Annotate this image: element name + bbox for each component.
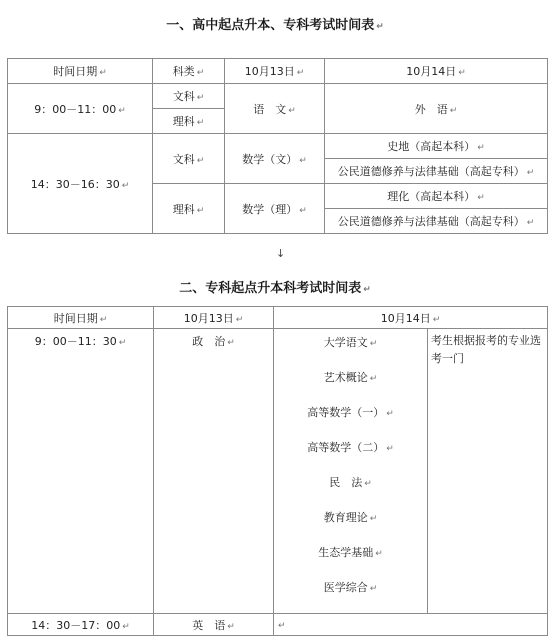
category-li: 理科 ↵ bbox=[153, 109, 225, 134]
afternoon-day1-wen: 数学（文） ↵ bbox=[225, 134, 325, 184]
afternoon-day2-li-b: 公民道德修养与法律基础（高起专科） ↵ bbox=[325, 209, 548, 234]
morning-time: 9：00－11：00 ↵ bbox=[8, 84, 153, 134]
subject-item: 高等数学（一） ↵ bbox=[307, 406, 394, 419]
subject-item: 民 法 ↵ bbox=[329, 476, 372, 489]
afternoon-time: 14：30－16：30 ↵ bbox=[8, 134, 153, 234]
t2-note: 考生根据报考的专业选考一门 bbox=[428, 329, 548, 614]
afternoon-day1-li: 数学（理） ↵ bbox=[225, 184, 325, 234]
category-wen: 文科 ↵ bbox=[153, 84, 225, 109]
section2-title: 二、专科起点升本科考试时间表 ↵ bbox=[179, 281, 371, 296]
afternoon-day2-wen-a: 史地（高起本科） ↵ bbox=[325, 134, 548, 159]
subject-item: 大学语文 ↵ bbox=[323, 336, 378, 349]
t2-subject-list bbox=[274, 329, 428, 614]
subject-item: 艺术概论 ↵ bbox=[323, 371, 378, 384]
subject-item: 高等数学（二） ↵ bbox=[307, 441, 394, 454]
afternoon-day2-li-a: 理化（高起本科） ↵ bbox=[325, 184, 548, 209]
t2-header-day2: 10月14日 ↵ bbox=[274, 307, 548, 329]
afternoon-category-wen: 文科 ↵ bbox=[153, 134, 225, 184]
header-day1: 10月13日 ↵ bbox=[225, 59, 325, 84]
schedule-table-2 bbox=[7, 306, 548, 636]
subject-item: 医学综合 ↵ bbox=[323, 581, 378, 594]
subject-item: 生态学基础 ↵ bbox=[318, 546, 383, 559]
morning-day2-subject: 外 语 ↵ bbox=[325, 84, 548, 134]
section1-title: 一、高中起点升本、专科考试时间表 ↵ bbox=[166, 18, 384, 33]
t2-afternoon-time: 14：30－17：00 ↵ bbox=[8, 614, 154, 636]
separator-mark: ↓ bbox=[276, 247, 286, 260]
header-category: 科类 ↵ bbox=[153, 59, 225, 84]
t2-header-date: 时间日期 ↵ bbox=[8, 307, 154, 329]
morning-day1-subject: 语 文 ↵ bbox=[225, 84, 325, 134]
header-date: 时间日期 ↵ bbox=[8, 59, 153, 84]
afternoon-category-li: 理科 ↵ bbox=[153, 184, 225, 234]
header-day2: 10月14日 ↵ bbox=[325, 59, 548, 84]
afternoon-day2-wen-b: 公民道德修养与法律基础（高起专科） ↵ bbox=[325, 159, 548, 184]
t2-morning-time: 9：00－11：30 ↵ bbox=[8, 329, 154, 614]
t2-afternoon-day1: 英 语 ↵ bbox=[154, 614, 274, 636]
t2-header-day1: 10月13日 ↵ bbox=[154, 307, 274, 329]
t2-morning-day1: 政 治 ↵ bbox=[154, 329, 274, 614]
t2-afternoon-day2-empty: ↵ bbox=[274, 614, 548, 636]
schedule-table-1 bbox=[7, 58, 548, 234]
subject-item: 教育理论 ↵ bbox=[323, 511, 378, 524]
